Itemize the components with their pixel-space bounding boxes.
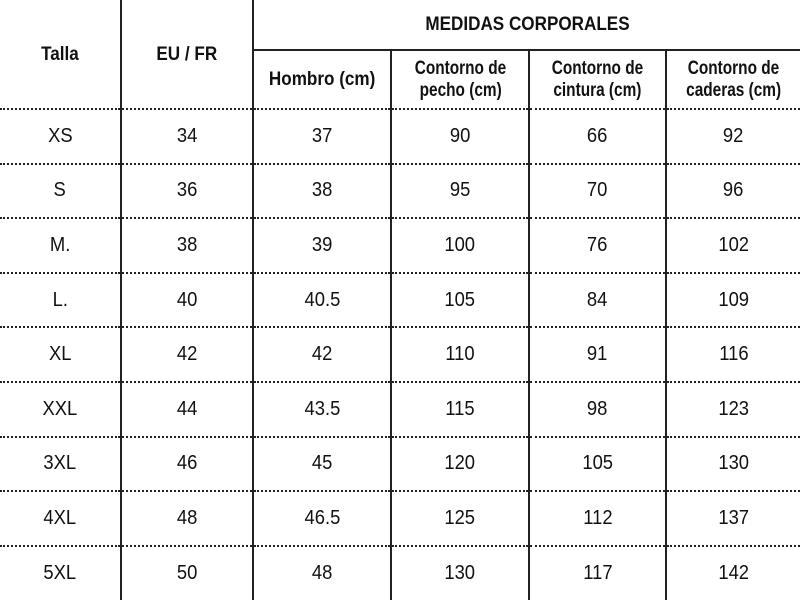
cell-caderas: 137 — [666, 491, 800, 546]
cell-hombro: 43.5 — [253, 382, 391, 437]
table-row — [0, 164, 800, 219]
cell-cintura: 91 — [529, 327, 666, 382]
cell-talla: XXL — [0, 382, 121, 437]
cell-talla: L. — [0, 273, 121, 328]
header-cintura: Contorno de cintura (cm) — [529, 50, 666, 109]
cell-caderas: 142 — [666, 546, 800, 600]
cell-pecho: 100 — [391, 218, 529, 273]
cell-eu-fr: 48 — [121, 491, 253, 546]
cell-pecho: 90 — [391, 109, 529, 164]
cell-eu-fr: 40 — [121, 273, 253, 328]
cell-pecho: 95 — [391, 164, 529, 219]
cell-hombro: 39 — [253, 218, 391, 273]
header-row-top — [0, 0, 800, 50]
table-row — [0, 273, 800, 328]
cell-eu-fr: 50 — [121, 546, 253, 600]
cell-hombro: 46.5 — [253, 491, 391, 546]
cell-pecho: 130 — [391, 546, 529, 600]
cell-hombro: 37 — [253, 109, 391, 164]
table-row — [0, 491, 800, 546]
cell-caderas: 96 — [666, 164, 800, 219]
header-talla: Talla — [0, 0, 121, 109]
header-eu-fr: EU / FR — [121, 0, 253, 109]
cell-cintura: 112 — [529, 491, 666, 546]
cell-hombro: 48 — [253, 546, 391, 600]
cell-eu-fr: 46 — [121, 437, 253, 492]
cell-caderas: 92 — [666, 109, 800, 164]
cell-talla: 3XL — [0, 437, 121, 492]
cell-hombro: 40.5 — [253, 273, 391, 328]
cell-cintura: 84 — [529, 273, 666, 328]
cell-cintura: 76 — [529, 218, 666, 273]
header-pecho: Contorno de pecho (cm) — [391, 50, 529, 109]
cell-pecho: 105 — [391, 273, 529, 328]
cell-hombro: 38 — [253, 164, 391, 219]
table-row — [0, 437, 800, 492]
table-row — [0, 327, 800, 382]
table-row — [0, 109, 800, 164]
cell-eu-fr: 42 — [121, 327, 253, 382]
header-caderas: Contorno de caderas (cm) — [666, 50, 800, 109]
cell-cintura: 70 — [529, 164, 666, 219]
cell-hombro: 42 — [253, 327, 391, 382]
header-hombro: Hombro (cm) — [253, 50, 391, 109]
cell-talla: S — [0, 164, 121, 219]
cell-pecho: 120 — [391, 437, 529, 492]
cell-pecho: 115 — [391, 382, 529, 437]
table-row — [0, 546, 800, 600]
cell-eu-fr: 38 — [121, 218, 253, 273]
header-medidas-corporales: MEDIDAS CORPORALES — [253, 0, 800, 50]
table-row — [0, 382, 800, 437]
cell-hombro: 45 — [253, 437, 391, 492]
cell-caderas: 102 — [666, 218, 800, 273]
cell-talla: 5XL — [0, 546, 121, 600]
cell-talla: 4XL — [0, 491, 121, 546]
cell-talla: XL — [0, 327, 121, 382]
cell-cintura: 105 — [529, 437, 666, 492]
cell-talla: XS — [0, 109, 121, 164]
cell-eu-fr: 36 — [121, 164, 253, 219]
cell-caderas: 123 — [666, 382, 800, 437]
cell-cintura: 98 — [529, 382, 666, 437]
cell-cintura: 66 — [529, 109, 666, 164]
cell-talla: M. — [0, 218, 121, 273]
table-row — [0, 218, 800, 273]
cell-caderas: 130 — [666, 437, 800, 492]
cell-pecho: 110 — [391, 327, 529, 382]
cell-caderas: 116 — [666, 327, 800, 382]
cell-pecho: 125 — [391, 491, 529, 546]
cell-cintura: 117 — [529, 546, 666, 600]
cell-caderas: 109 — [666, 273, 800, 328]
cell-eu-fr: 34 — [121, 109, 253, 164]
cell-eu-fr: 44 — [121, 382, 253, 437]
size-rows — [0, 109, 800, 600]
